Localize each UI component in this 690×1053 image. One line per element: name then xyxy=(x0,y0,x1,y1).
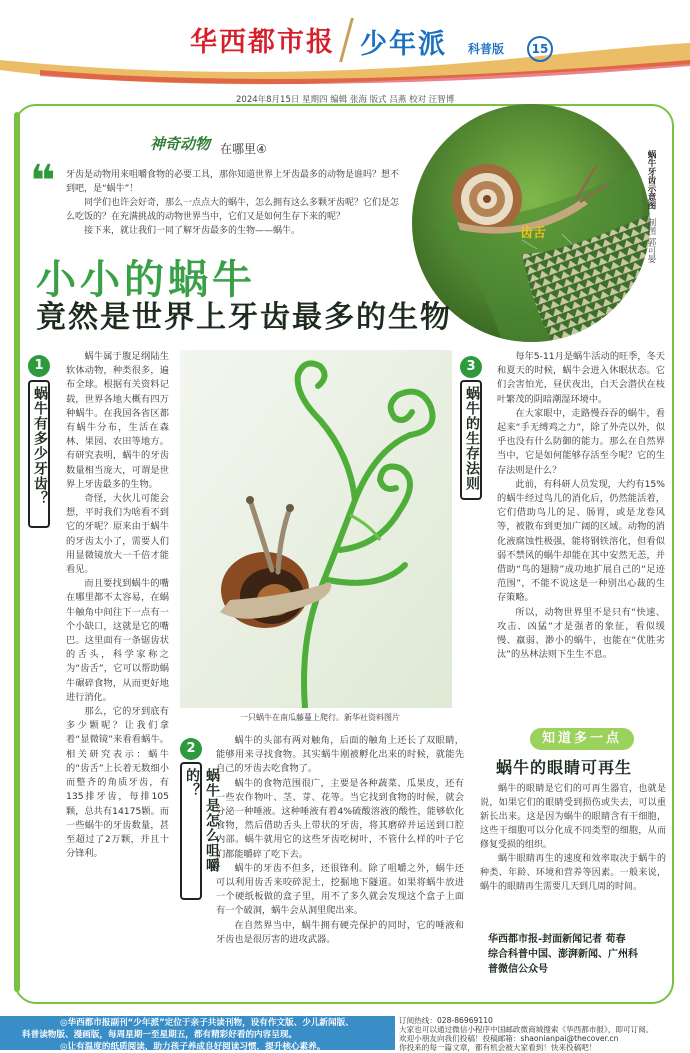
series-subtitle: 在哪里④ xyxy=(220,142,267,156)
frame-accent-bar xyxy=(14,112,20,992)
intro-text xyxy=(66,168,406,238)
teeth-diagram-caption xyxy=(632,150,656,263)
section2-paragraph: 蜗牛的牙齿不但多，还很锋利。除了咀嚼之外，蜗牛还可以利用齿舌来咬碎泥土，挖掘地下隧道。如果将蜗牛放进一个硬纸板做的盒子里，用不了多久就会发现这个盒子上面有一个破洞，蜗牛会从洞里爬出来。 xyxy=(216,862,464,917)
section1-paragraph: 蜗牛属于腹足纲陆生软体动物，种类很多，遍布全球。根据有关资料记载，世界各地大概有四万种蜗牛。在我国各省区都有蜗牛分布，生活在森林、果园、农田等地方。有研究表明，蜗牛的牙齿数量相当庞大，可谓是世界上牙齿最多的生物。 xyxy=(66,351,169,490)
subscribe-note: 大家也可以通过微信小程序中国邮政微商城搜索《华西都市报》，即可订阅。 xyxy=(399,1025,654,1034)
footer-promo xyxy=(0,1016,395,1050)
page-number: 15 xyxy=(527,36,553,62)
knowledge-body xyxy=(480,782,666,894)
intro-paragraph: 牙齿是动物用来咀嚼食物的必要工具，那你知道世界上牙齿最多的动物是谁吗？想不到吧，是“蜗牛”！ xyxy=(66,170,400,194)
subscribe-hotline: 订阅热线：028-86969110 xyxy=(399,1016,493,1025)
series-title: 神奇动物 xyxy=(150,135,211,153)
snail-on-vine-photo xyxy=(180,350,452,708)
center-photo-caption: 一只蜗牛在南瓜藤蔓上爬行。新华社资料图片 xyxy=(240,713,400,722)
teeth-label: 齿舌 xyxy=(520,226,547,241)
section3-body xyxy=(497,350,665,662)
section1-paragraph: 那么，它的牙到底有多少颗呢？让我们拿着“显微镜”来看看蜗牛。相关研究表示：蜗牛的“齿舌”上长着无数细小而整齐的角质牙齿，有135排牙齿，每排105颗，总共有14175颗。而一些蜗牛的牙齿数量，甚至超过了2万颗，并且十分锋利。 xyxy=(66,706,169,860)
credit-line: 普微信公众号 xyxy=(488,964,548,975)
credit-line: 综合科普中国、澎湃新闻、广州科 xyxy=(488,949,638,960)
footer-promo-line: 科普读物版、漫画版，每周星期一至星期五，都有精彩好看的内容呈现。 xyxy=(22,1030,298,1040)
headline-line1: 小小的蜗牛 xyxy=(36,256,256,303)
footer-contact xyxy=(395,1016,690,1050)
intro-paragraph: 同学们也许会好奇，那么一点点大的蜗牛，怎么拥有这么多颗牙齿呢？它们是怎么吃饭的？在充满挑战的动物世界当中，它们又是如何生存下来的呢？ xyxy=(66,198,400,222)
section1-title-box xyxy=(28,380,50,528)
caption-title: 蜗牛牙齿示意图 xyxy=(646,150,656,210)
section2-body xyxy=(216,734,464,947)
section2-number: 2 xyxy=(180,738,202,760)
section2-paragraph: 蜗牛的头部有两对触角，后面的触角上还长了双眼睛，能够用来寻找食物。其实蜗牛刚被孵化出来的时候，就能先自己的牙齿去吃食物了。 xyxy=(216,735,464,775)
knowledge-paragraph: 蜗牛眼睛再生的速度和效率取决于蜗牛的种类、年龄、环境和营养等因素。一般来说，蜗牛的眼睛再生需要几天到几周的时间。 xyxy=(480,854,666,892)
section3-title-box xyxy=(460,380,482,500)
knowledge-badge: 知道多一点 xyxy=(530,728,634,750)
section3-number: 3 xyxy=(460,356,482,378)
quote-icon: ❝ xyxy=(30,156,56,207)
section3-paragraph: 所以，动物世界里不是只有“快速、攻击、凶猛”才是强者的象征，看似缓慢、羸弱、渺小的蜗牛，也能在“优胜劣汰”的丛林法则下生生不息。 xyxy=(497,606,665,661)
submission-note: 你投来的每一篇文章，都有机会被大家看到！快来投稿吧！ xyxy=(399,1043,597,1052)
section2-title-box xyxy=(180,762,220,900)
section3-paragraph: 每年5-11月是蜗牛活动的旺季，冬天和夏天的时候，蜗牛会进入休眠状态。它们会害怕光，昼伏夜出，白天会潜伏在枝叶繁茂的阴暗潮湿环境中。 xyxy=(497,351,665,405)
footer-promo-line: ◎华西都市报副刊“少年派”定位于亲子共读刊物，设有作文版、少儿新闻版、 xyxy=(60,1018,354,1028)
credit-line: 华西都市报-封面新闻记者 荀春 xyxy=(488,934,626,945)
knowledge-paragraph: 蜗牛的眼睛是它们的可再生器官，也就是说，如果它们的眼睛受到损伤或失去，可以重新长出来。这是因为蜗牛的眼睛含有干细胞，这些干细胞可以分化成不同类型的细胞，从而修复受损的组织。 xyxy=(480,784,666,850)
section3-paragraph: 此前，有科研人员发现，大约有15%的蜗牛经过鸟儿的消化后，仍然能活着，它们借助鸟儿的足、肠胃，或是龙卷风等，被散布到更加广阔的区域。动物的消化液腐蚀性极强，能将钢铁溶化，但看似弱不禁风的蜗牛却能在其中安然无恙，并借助“鸟的翅膀”成功地扩展自己的“足迹范围”，不能不说这是一种别出心裁的生存策略。 xyxy=(497,478,665,604)
byline: 2024年8月15日 星期四 编辑 张海 版式 吕燕 校对 汪智博 xyxy=(236,95,455,105)
section1-body xyxy=(66,350,169,861)
footer-promo-line: ◎让有温度的纸质阅读，助力孩子养成良好阅读习惯，提升核心素养。 xyxy=(60,1042,326,1052)
headline-line2: 竟然是世界上牙齿最多的生物 xyxy=(36,300,452,335)
section2-title: 蜗牛是怎么咀嚼的？ xyxy=(184,768,220,873)
section2-paragraph: 在自然界当中，蜗牛拥有硬壳保护的同时，它的唾液和牙齿也是很厉害的进攻武器。 xyxy=(216,919,464,945)
intro-paragraph: 接下来，就让我们一同了解牙齿最多的生物——蜗牛。 xyxy=(84,226,301,236)
paper-name: 华西都市报 xyxy=(190,27,335,58)
section3-paragraph: 在大家眼中，走路慢吞吞的蜗牛，看起来“手无缚鸡之力”，除了外壳以外，似乎也没有什么防御的能力。那么在自然界当中，它是如何能够存活至今呢？它的生存法则是什么？ xyxy=(497,407,665,476)
submission-email: 欢迎小朋友向我们投稿！投稿邮箱：shaonianpai@thecover.cn xyxy=(399,1034,619,1043)
section2-paragraph: 蜗牛的食物范围很广，主要是各种蔬菜、瓜果皮，还有一些农作物叶、茎、芽、花等。当它找到食物的时候，就会分泌一种唾液。这种唾液有着4%硫酸溶液的酸性，能够软化食物，然后借助舌头上带状的牙齿，将其磨碎并运送到口腔内部。蜗牛就用它的这些牙齿吃树叶，不管什么样的叶子它们都能嚼碎了吃下去。 xyxy=(216,777,464,860)
knowledge-title: 蜗牛的眼睛可再生 xyxy=(496,758,633,777)
article-credit xyxy=(488,932,668,977)
section3-title: 蜗牛的生存法则 xyxy=(464,386,480,491)
section1-paragraph: 而且要找到蜗牛的嘴在哪里都不太容易，在蜗牛触角中间往下一点有一个小缺口，这就是它的嘴巴。这里面有一条锯齿状的舌头，科学家称之为“齿舌”，它可以帮助蜗牛碾碎食物，从而更好地进行消化。 xyxy=(66,578,169,703)
section1-paragraph: 奇怪，大伙儿可能会想，平时我们为啥看不到它的牙呢？原来由于蜗牛的牙齿太小了，需要人们用显微镜放大一千倍才能看见。 xyxy=(66,493,169,576)
section-name: 少年派 xyxy=(360,29,447,60)
section1-title: 蜗牛有多少牙齿？ xyxy=(32,386,48,506)
edition-label: 科普版 xyxy=(468,42,505,56)
caption-credit: 制图 郭可晏 xyxy=(646,218,656,264)
section1-number: 1 xyxy=(28,355,50,377)
